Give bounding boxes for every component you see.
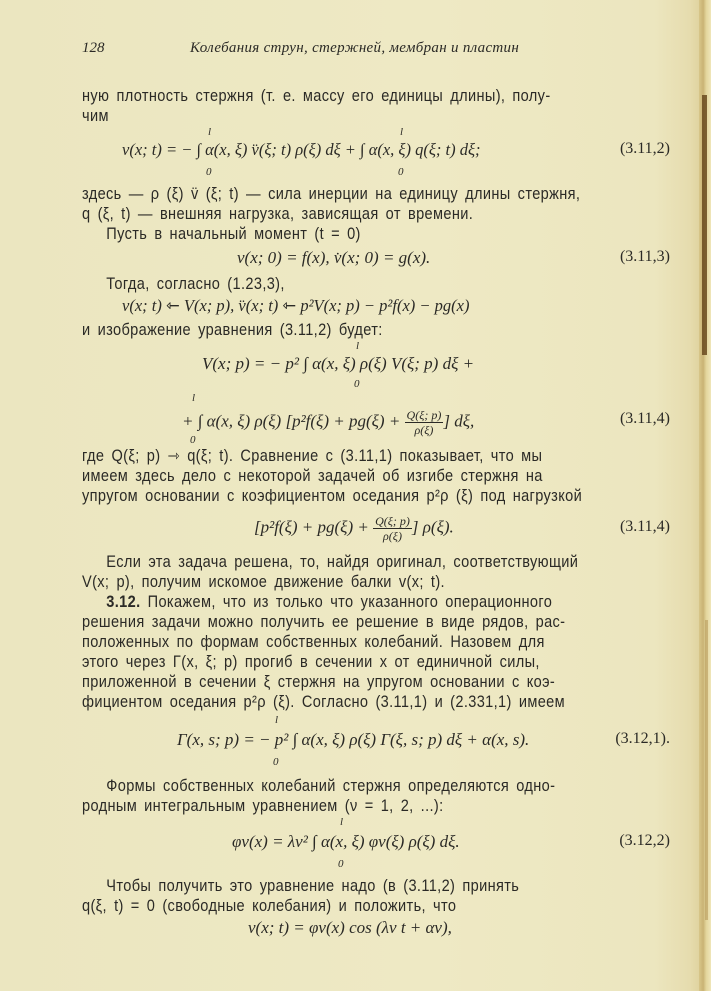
equation-3-12-2 [82,816,670,876]
integral-lower-limit: 0 [206,166,212,178]
page-number: 128 [82,40,105,56]
equation-free-vibration [82,916,670,944]
fraction [405,408,444,437]
fraction-numerator: Q(ξ; p) [406,408,442,422]
integral-upper-limit: l [340,816,344,828]
equation-body: v(x; t) = φν(x) cos (λν t + αν), [248,918,452,937]
equation-number: (3.11,3) [619,248,670,265]
equation-3-11-4-line2 [82,392,670,446]
equation-number: (3.12,1). [615,730,670,747]
equation-prefix: [p²f(ξ) + pg(ξ) + [254,517,374,537]
equation-body: Γ(x, s; p) = − p² ∫ α(x, ξ) ρ(ξ) Γ(ξ, s; p) dξ + α(x, s). [177,730,530,749]
paragraph-line: ную плотность стержня (т. е. массу его единицы длины), полу- [82,87,551,105]
paragraph-line: родным интегральным уравнением (ν = 1, 2, ...): [82,797,444,815]
equation-body: φν(x) = λν² ∫ α(x, ξ) φν(ξ) ρ(ξ) dξ. [232,832,460,851]
integral-lower-limit: 0 [354,378,360,390]
integral-upper-limit: l [275,714,279,726]
fraction [373,514,412,543]
integral-lower-limit: 0 [398,166,404,178]
section-number: 3.12. [106,593,141,611]
equation-body: v(x; t) ⇽ V(x; p), v̈(x; t) ⇽ p²V(x; p) − p²f(x) − pg(x) [122,296,470,315]
equation-body [182,408,474,437]
paragraph-line: Чтобы получить это уравнение надо (в (3.11,2) принять [106,877,520,895]
paragraph-line: где Q(ξ; p) ⇾ q(ξ; t). Сравнение с (3.11,1) показывает, что мы [82,447,543,465]
integral-lower-limit: 0 [338,858,344,870]
paragraph-line: решения задачи можно получить ее решение в виде рядов, рас- [82,613,566,631]
equation-transform [82,294,670,320]
paragraph-line: упругом основании с коэфициентом оседания p²ρ (ξ) под нагрузкой [82,487,583,505]
equation-body [254,514,454,543]
paragraph-line: q (ξ, t) — внешняя нагрузка, зависящая от времени. [82,205,474,223]
paragraph-line: V(x; p), получим искомое движение балки v(x; t). [82,573,445,591]
spine-shadow-lower [705,620,708,920]
paragraph-line: Пусть в начальный момент (t = 0) [106,225,361,243]
paragraph-line: Тогда, согласно (1.23,3), [106,275,285,293]
paragraph-line: Формы собственных колебаний стержня определяются одно- [106,777,556,795]
equation-body: V(x; p) = − p² ∫ α(x, ξ) ρ(ξ) V(ξ; p) dξ + [202,354,475,373]
paragraph-line: и изображение уравнения (3.11,2) будет: [82,321,383,339]
fraction-denominator: ρ(ξ) [414,423,434,437]
page-content [82,40,670,944]
paragraph-line: чим [82,107,109,125]
integral-lower-limit: 0 [273,756,279,768]
spine-shadow [702,95,707,355]
integral-upper-limit: l [356,340,360,352]
running-title: Колебания струн, стержней, мембран и пластин [190,40,520,56]
paragraph-text: Покажем, что из только что указанного операционного [140,593,553,611]
paragraph-line: положенных по формам собственных колебаний. Назовем для [82,633,545,651]
paragraph-line: имеем здесь дело с некоторой задачей об изгибе стержня на [82,467,543,485]
equation-prefix: + ∫ α(x, ξ) ρ(ξ) [p²f(ξ) + pg(ξ) + [182,411,405,431]
equation-number: (3.11,4) [619,410,670,427]
integral-upper-limit: l [192,392,196,404]
integral-lower-limit: 0 [190,434,196,446]
running-head [82,40,670,66]
equation-3-11-3 [82,244,670,274]
equation-suffix: ] dξ, [443,411,475,431]
paragraph-line: фициентом оседания p²ρ (ξ). Согласно (3.11,1) и (2.331,1) имеем [82,693,566,711]
integral-upper-limit: l [208,126,212,138]
equation-body: v(x; t) = − ∫ α(x, ξ) v̈(ξ; t) ρ(ξ) dξ + ∫ α(x, ξ) q(ξ; t) dξ; [122,140,481,159]
equation-suffix: ] ρ(ξ). [411,517,454,537]
paragraph-line: приложенной в сечении ξ стержня на упругом основании с коэ- [82,673,556,691]
integral-upper-limit: l [400,126,404,138]
equation-body: v(x; 0) = f(x), v̇(x; 0) = g(x). [237,248,431,267]
equation-number: (3.11,4) [619,518,670,535]
paragraph-line: q(ξ, t) = 0 (свободные колебания) и положить, что [82,897,457,915]
paragraph-line: этого через Γ(x, ξ; p) прогиб в сечении x от единичной силы, [82,653,540,671]
equation-3-11-4-load [82,506,670,552]
equation-3-11-4-line1 [82,340,670,392]
fraction-numerator: Q(ξ; p) [375,514,410,528]
equation-3-11-2 [82,126,670,184]
paragraph-line: Если эта задача решена, то, найдя оригинал, соответствующий [106,553,579,571]
equation-3-12-1 [82,712,670,776]
paragraph-line [82,592,667,612]
paragraph-line: здесь — ρ (ξ) v̈ (ξ; t) — сила инерции на единицу длины стержня, [82,185,581,203]
equation-number: (3.12,2) [619,832,670,849]
equation-number: (3.11,2) [619,140,670,157]
fraction-denominator: ρ(ξ) [383,529,402,543]
